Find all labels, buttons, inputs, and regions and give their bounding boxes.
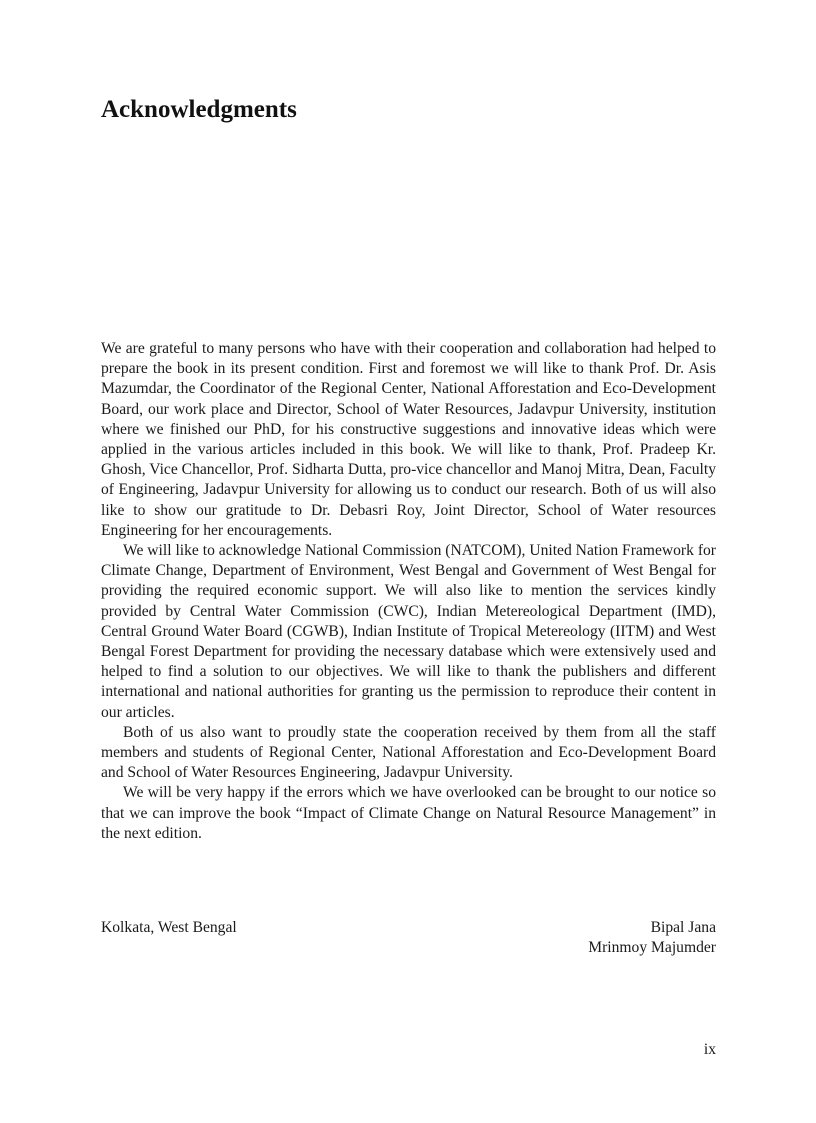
- page-title: Acknowledgments: [101, 96, 297, 123]
- paragraph-1: We are grateful to many persons who have with their cooperation and collaboration had helped to prepare the book in its present condition. First and foremost we will like to thank Prof. Dr. Asis Mazumdar, the Coordinator of the Regional Center, National Afforestation and Eco-Development Board, our work place and Director, School of Water Resources, Jadavpur University, institution where we finished our PhD, for his constructive suggestions and innovative ideas which were applied in the various articles included in this book. We will like to thank, Prof. Pradeep Kr. Ghosh, Vice Chancellor, Prof. Sidharta Dutta, pro-vice chancellor and Manoj Mitra, Dean, Faculty of Engineering, Jadavpur University for allowing us to conduct our research. Both of us will also like to show our gratitude to Dr. Debasri Roy, Joint Director, School of Water resources Engineering for her encouragements.: [101, 340, 716, 539]
- signature-authors: [588, 918, 716, 958]
- paragraph-4: We will be very happy if the errors which we have overlooked can be brought to our notice so that we can improve the book “Impact of Climate Change on Natural Resource Management” in the next edition.: [101, 784, 716, 842]
- paragraph-2: We will like to acknowledge National Commission (NATCOM), United Nation Framework for Climate Change, Department of Environment, West Bengal and Government of West Bengal for providing the required economic support. We will also like to mention the services kindly provided by Central Water Commission (CWC), Indian Metereological Department (IMD), Central Ground Water Board (CGWB), Indian Institute of Tropical Metereology (IITM) and West Bengal Forest Department for providing the necessary database which were extensively used and helped to find a solution to our objectives. We will like to thank the publishers and different international and national authorities for granting us the permission to reproduce their content in our articles.: [101, 542, 716, 721]
- author-name: Mrinmoy Majumder: [588, 939, 716, 957]
- acknowledgment-body: [101, 339, 716, 844]
- paragraph-3: Both of us also want to proudly state the cooperation received by them from all the staff members and students of Regional Center, National Afforestation and Eco-Development Board and School of Water Resources Engineering, Jadavpur University.: [101, 723, 716, 782]
- signature-location: Kolkata, West Bengal: [101, 919, 237, 936]
- page-number: ix: [703, 1041, 716, 1058]
- author-name: Bipal Jana: [650, 919, 716, 936]
